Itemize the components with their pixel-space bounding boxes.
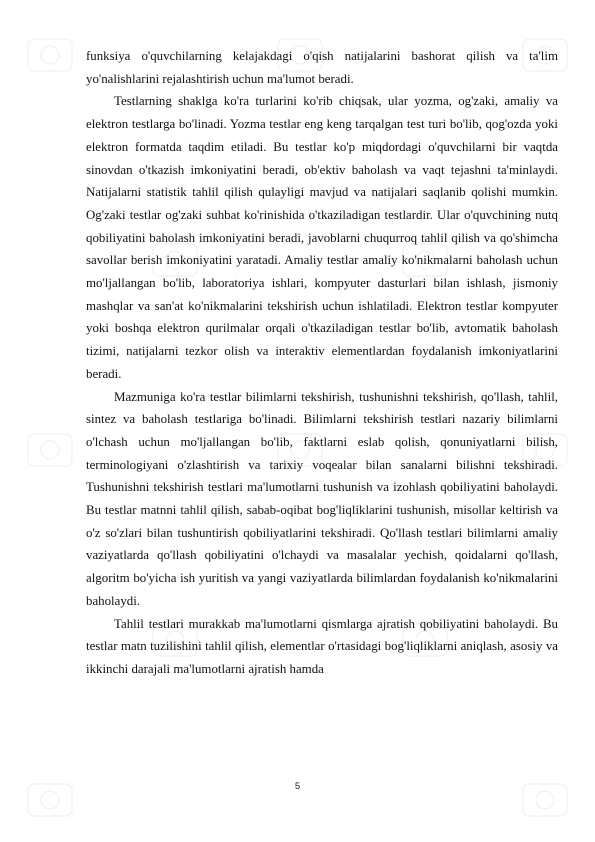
page-number: 5 — [294, 781, 301, 792]
paragraph: funksiya o'quvchilarning kelajakdagi o'qish natijalarini bashorat qilish va ta'lim yo'nalishlarini rejalashtirish uchun ma'lumot beradi. — [86, 49, 558, 86]
paragraph: Tahlil testlari murakkab ma'lumotlarni qismlarga ajratish qobiliyatini baholaydi. Bu testlar matn tuzilishini tahlil qilish, elementlar o'rtasidagi bog'liqliklarni aniqlash, asosiy va ikkinchi darajali ma'lumotlarni ajratish hamda — [86, 616, 558, 676]
document-body — [86, 45, 558, 681]
paragraph: Testlarning shaklga ko'ra turlarini ko'rib chiqsak, ular yozma, og'zaki, amaliy va elektron testlarga bo'linadi. Yozma testlar eng keng tarqalgan test turi bo'lib, qog'ozda yoki elektron formatda taqdim etiladi. Bu testlar ko'p miqdordagi o'quvchilarni bir vaqtda sinovdan o'tkazish imkoniyatini beradi, ob'ektiv baholash va vaqt tejashni ta'minlaydi. Natijalarni statistik tahlil qilish qulayligi mavjud va natijalari saqlanib qolishi mumkin. Og'zaki testlar og'zaki suhbat ko'rinishida o'tkaziladigan testlardir. Ular o'quvchining nutq qobiliyatini baholash imkoniyatini beradi, javoblarni chuqurroq tahlil qilish va qo'shimcha savollar berish imkoniyatini yaratadi. Amaliy testlar amaliy ko'nikmalarni baholash uchun mo'ljallangan bo'lib, laboratoriya ishlari, kompyuter dasturlari bilan ishlash, jismoniy mashqlar va san'at ko'nikmalarini tekshirish uchun ishlatiladi. Elektron testlar kompyuter yoki boshqa elektron qurilmalar orqali o'tkaziladigan testlar bo'lib, avtomatik baholash tizimi, natijalarni tezkor olish va interaktiv elementlardan foydalanish imkoniyatlarini beradi. — [86, 94, 558, 381]
paragraph: Mazmuniga ko'ra testlar bilimlarni tekshirish, tushunishni tekshirish, qo'llash, tahlil, sintez va baholash testlariga bo'linadi. Bilimlarni tekshirish testlari nazariy bilimlarni o'lchash uchun mo'ljallangan bo'lib, faktlarni eslab qolish, qonuniyatlarni bilish, terminologiyani o'zlashtirish va tarixiy voqealar bilan sanalarni bilishni tekshiradi. Tushunishni tekshirish testlari ma'lumotlarni tushunish va izohlash qobiliyatini baholaydi. Bu testlar matnni tahlil qilish, sabab-oqibat bog'liqliklarini tushunish, misollar keltirish va o'z so'zlari bilan tushuntirish qobiliyatlarini tekshiradi. Qo'llash testlari bilimlarni amaliy vaziyatlarda qo'llash qobiliyatini o'lchaydi va masalalar yechish, qoidalarni qo'llash, algoritm bo'yicha ish yuritish va yangi vaziyatlarda bilimlardan foydalanish ko'nikmalarini baholaydi. — [86, 389, 558, 608]
